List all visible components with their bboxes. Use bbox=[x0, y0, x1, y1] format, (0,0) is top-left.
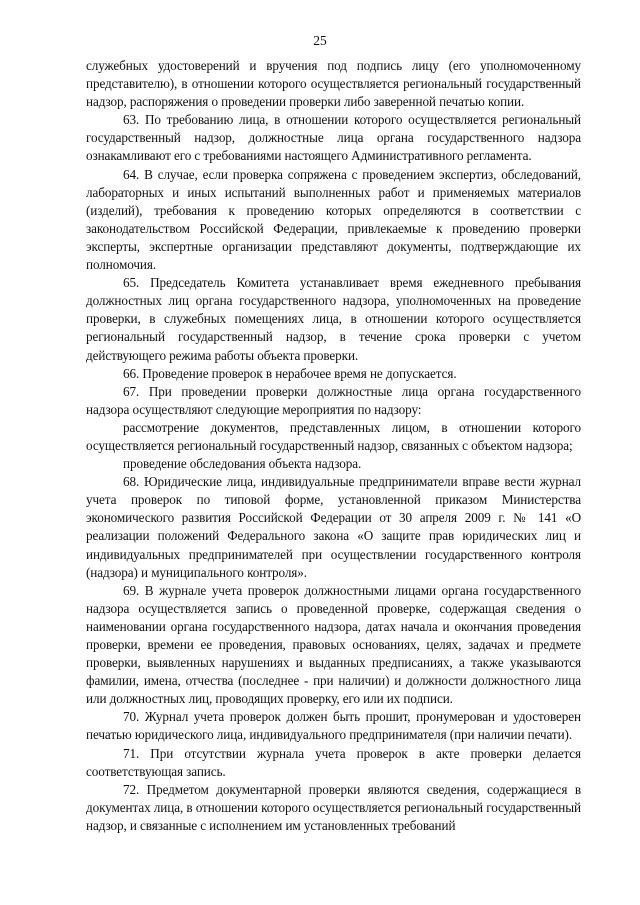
paragraph: 66. Проведение проверок в нерабочее время не допускается. bbox=[123, 365, 457, 381]
document-body bbox=[86, 57, 581, 835]
paragraph: рассмотрение документов, представленных лицом, в отношении которого осуществляется региональный государственный надзор, связанных с объектом надзора; bbox=[86, 419, 581, 453]
paragraph: 72. Предметом документарной проверки являются сведения, содержащиеся в документах лица, в отношении которого осуществляется региональный государственный надзор, и связанные с исполнением им установленных требований bbox=[86, 781, 581, 833]
paragraph: 64. В случае, если проверка сопряжена с проведением экспертиз, обследований, лабораторных и иных испытаний выполненных работ и применяемых материалов (изделий), требования к проведению которых определяются в соответствии с законодательством Российской Федерации, привлекаемые к проведению проверки эксперты, экспертные организации представляют документы, подтверждающие их полномочия. bbox=[86, 166, 581, 273]
paragraph: 71. При отсутствии журнала учета проверок в акте проверки делается соответствующая запись. bbox=[86, 745, 581, 779]
paragraph: 69. В журнале учета проверок должностными лицами органа государственного надзора осуществляется запись о проведенной проверке, содержащая сведения о наименовании органа государственного надзора, датах начала и окончания проведения проверки, времени ее проведения, правовых основаниях, целях, задачах и предмете проверки, выявленных нарушениях и выданных предписаниях, а также указываются фамилии, имена, отчества (последнее - при наличии) и должности должностного лица или должностных лиц, проводящих проверку, его или их подписи. bbox=[86, 582, 581, 707]
paragraph: 63. По требованию лица, в отношении которого осуществляется региональный государственный надзор, должностные лица органа государственного надзора ознакамливают его с требованиями настоящего Административного регламента. bbox=[86, 112, 581, 164]
paragraph: 67. При проведении проверки должностные лица органа государственного надзора осуществляют следующие мероприятия по надзору: bbox=[86, 383, 581, 417]
paragraph: проведение обследования объекта надзора. bbox=[123, 456, 362, 472]
paragraph: 65. Председатель Комитета устанавливает время ежедневного пребывания должностных лиц органа государственного надзора, уполномоченных на проведение проверки, в служебных помещениях лица, в отношении которого осуществляется региональный государственный надзор, в течение срока проверки с учетом действующего режима работы объекта проверки. bbox=[86, 275, 581, 363]
paragraph: 70. Журнал учета проверок должен быть прошит, пронумерован и удостоверен печатью юридического лица, индивидуального предпринимателя (при наличии печати). bbox=[86, 709, 581, 743]
page-number: 25 bbox=[313, 33, 327, 48]
paragraph: служебных удостоверений и вручения под подпись лицу (его уполномоченному представителю), в отношении которого осуществляется региональный государственный надзор, распоряжения о проведении проверки либо заверенной печатью копии. bbox=[86, 58, 581, 110]
paragraph: 68. Юридические лица, индивидуальные предприниматели вправе вести журнал учета проверок по типовой форме, установленной приказом Министерства экономического развития Российской Федерации от 30 апреля 2009 г. № 141 «О реализации положений Федерального закона «О защите прав юридических лиц и индивидуальных предпринимателей при осуществлении государственного контроля (надзора) и муниципального контроля». bbox=[86, 474, 581, 580]
